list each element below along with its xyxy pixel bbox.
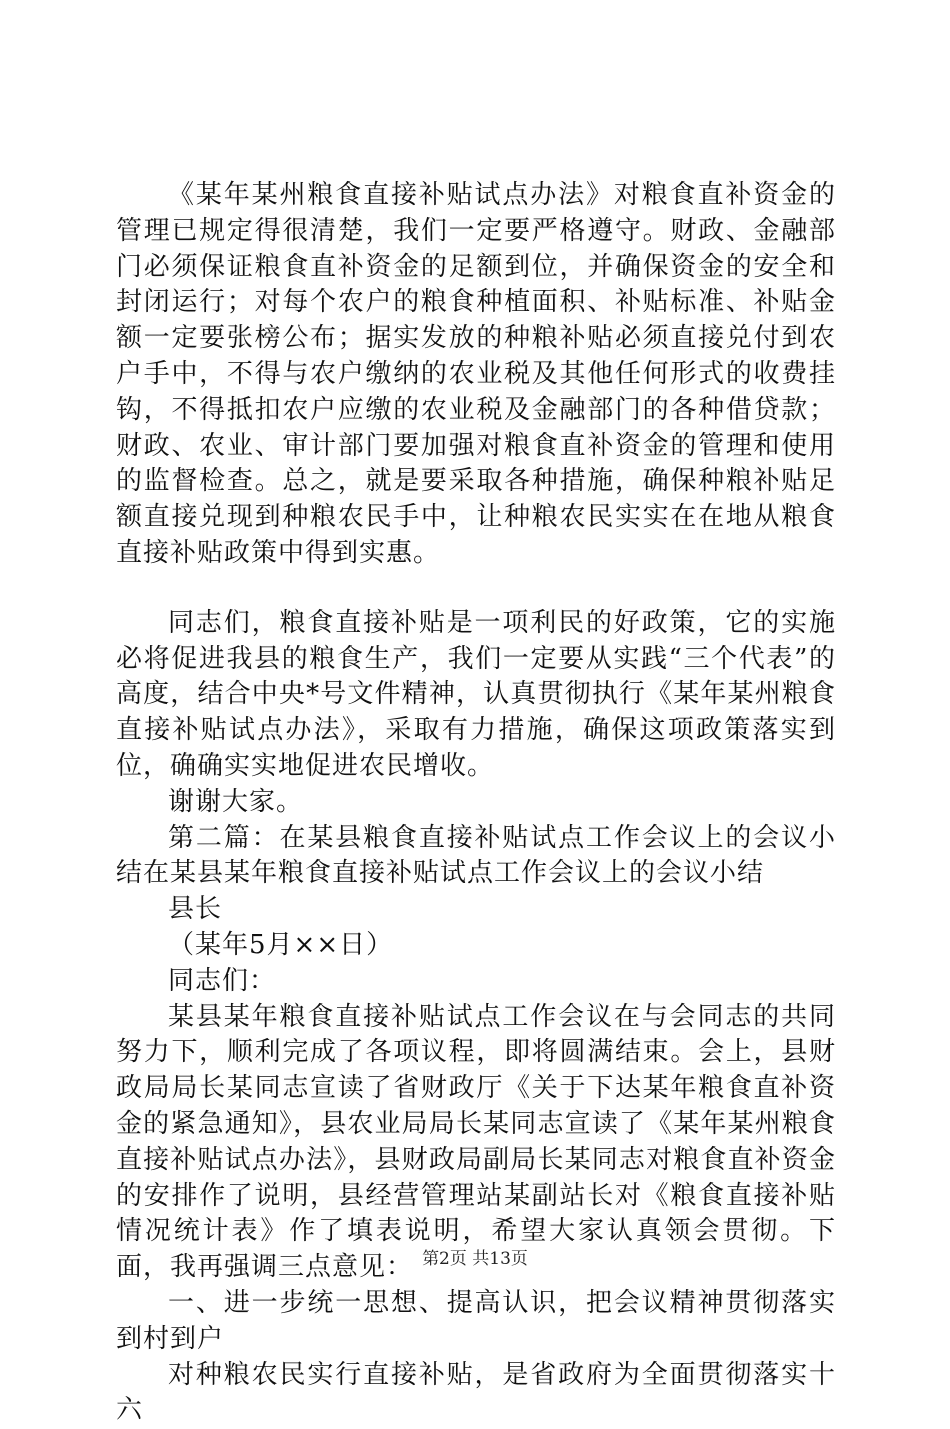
section-heading-part-two: 第二篇：在某县粮食直接补贴试点工作会议上的会议小结在某县某年粮食直接补贴试点工作会议上的会议小结 bbox=[116, 821, 836, 893]
paragraph-thanks: 谢谢大家。 bbox=[116, 785, 836, 821]
paragraph-subsidy-management: 《某年某州粮食直接补贴试点办法》对粮食直补资金的管理已规定得很清楚，我们一定要严格遵守。财政、金融部门必须保证粮食直补资金的足额到位，并确保资金的安全和封闭运行；对每个农户的粮食种植面积、补贴标准、补贴金额一定要张榜公布；据实发放的种粮补贴必须直接兑付到农户手中，不得与农户缴纳的农业税及其他任何形式的收费挂钩，不得抵扣农户应缴的农业税及金融部门的各种借贷款；财政、农业、审计部门要加强对粮食直补资金的管理和使用的监督检查。总之，就是要采取各种措施，确保种粮补贴足额直接兑现到种粮农民手中，让种粮农民实实在在地从粮食直接补贴政策中得到实惠。 bbox=[116, 178, 836, 572]
document-body bbox=[116, 178, 836, 1429]
paragraph-meeting-overview: 某县某年粮食直接补贴试点工作会议在与会同志的共同努力下，顺利完成了各项议程，即将圆满结束。会上，县财政局局长某同志宣读了省财政厅《关于下达某年粮食直补资金的紧急通知》，县农业局局长某同志宣读了《某年某州粮食直接补贴试点办法》，县财政局副局长某同志对粮食直补资金的安排作了说明，县经营管理站某副站长对《粮食直接补贴情况统计表》作了填表说明，希望大家认真领会贯彻。下面，我再强调三点意见： bbox=[116, 1000, 836, 1286]
page-number-footer: 第2页 共13页 bbox=[0, 1244, 950, 1269]
paragraph-point-one-start: 对种粮农民实行直接补贴，是省政府为全面贯彻落实十六 bbox=[116, 1358, 836, 1429]
salutation: 同志们： bbox=[116, 964, 836, 1000]
speaker-title: 县长 bbox=[116, 892, 836, 928]
paragraph-policy-summary: 同志们，粮食直接补贴是一项利民的好政策，它的实施必将促进我县的粮食生产，我们一定要从实践“三个代表”的高度，结合中央*号文件精神，认真贯彻执行《某年某州粮食直接补贴试点办法》，采取有力措施，确保这项政策落实到位，确确实实地促进农民增收。 bbox=[116, 606, 836, 785]
point-one-heading: 一、进一步统一思想、提高认识，把会议精神贯彻落实到村到户 bbox=[116, 1286, 836, 1358]
speech-date: （某年5月××日） bbox=[116, 928, 836, 964]
